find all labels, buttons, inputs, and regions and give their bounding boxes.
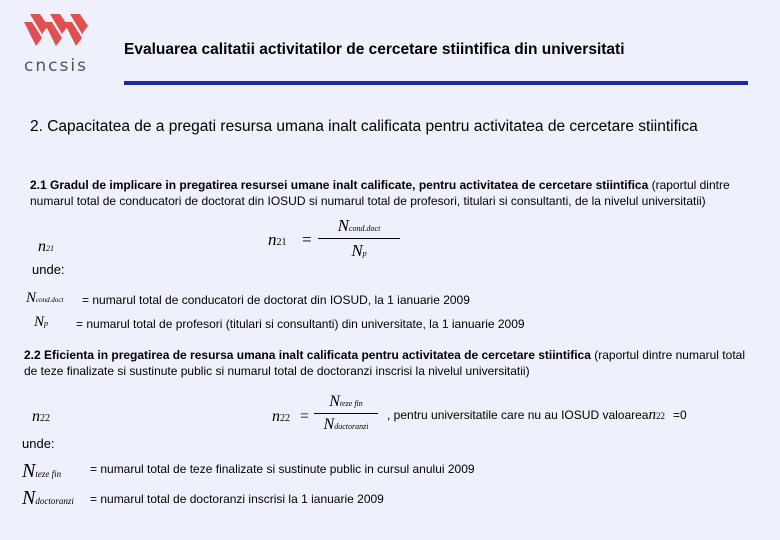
- n21-formula-lhs: n21: [268, 230, 287, 249]
- n22-equals: =: [300, 408, 310, 425]
- logo-text: cncsis: [24, 56, 88, 76]
- title-divider: [124, 81, 748, 85]
- subsection-2-2: [24, 347, 748, 379]
- subsection-2-2-description: (raportul dintre numarul total de teze finalizate si sustinute public si numarul total de doctoranzi inscrisi la nivelul universitatii): [24, 348, 745, 378]
- n22-symbol: n22: [32, 408, 50, 425]
- unde-label: unde:: [32, 262, 65, 277]
- def4-text: = numarul total de doctoranzi inscrisi la 1 ianuarie 2009: [90, 492, 384, 506]
- def1-text: = numarul total de conducatori de doctorat din IOSUD, la 1 ianuarie 2009: [82, 293, 470, 307]
- subsection-2-2-heading: 2.2 Eficienta in pregatirea de resursa umana inalt calificata pentru activitatea de cercetare stiintifica: [24, 348, 591, 362]
- def4-symbol: Ndoctoranzi: [22, 487, 74, 509]
- n22-fraction: Nteze fin Ndoctoranzi: [314, 393, 378, 434]
- subsection-2-1-description: (raportul dintre numarul total de conducatori de doctorat din IOSUD si numarul total de profesori, titulari si consultanti, de la nivelul universitatii): [30, 178, 730, 208]
- n22-formula-lhs: n22: [272, 408, 290, 425]
- def3-symbol: Nteze fin: [22, 460, 62, 482]
- n21-equals: =: [302, 230, 312, 249]
- logo-mark-icon: [8, 8, 104, 58]
- n22-note-symbol: n22: [648, 407, 665, 423]
- subsection-2-1: [30, 177, 748, 209]
- def3-text: = numarul total de teze finalizate si sustinute public in cursul anului 2009: [90, 462, 475, 476]
- subsection-2-1-heading: 2.1 Gradul de implicare in pregatirea resursei umane inalt calificate, pentru activitatea de cercetare stiintifica: [30, 178, 649, 192]
- n21-symbol: n21: [38, 238, 54, 255]
- unde-label-2: unde:: [22, 436, 55, 451]
- section-heading: 2. Capacitatea de a pregati resursa umana inalt calificata pentru activitatea de cercetare stiintifica: [30, 118, 698, 135]
- cncsis-logo: [8, 8, 104, 78]
- n21-fraction: Ncond.doct Np: [318, 216, 400, 261]
- page-title: Evaluarea calitatii activitatilor de cercetare stiintifica din universitati: [124, 41, 625, 58]
- def1-symbol: Ncond.doct: [26, 290, 64, 306]
- n22-note: , pentru universitatile care nu au IOSUD valoarean22 =0: [387, 407, 687, 423]
- def2-text: = numarul total de profesori (titulari si consultanti) din universitate, la 1 ianuarie 2009: [76, 317, 525, 331]
- def2-symbol: Np: [34, 314, 49, 330]
